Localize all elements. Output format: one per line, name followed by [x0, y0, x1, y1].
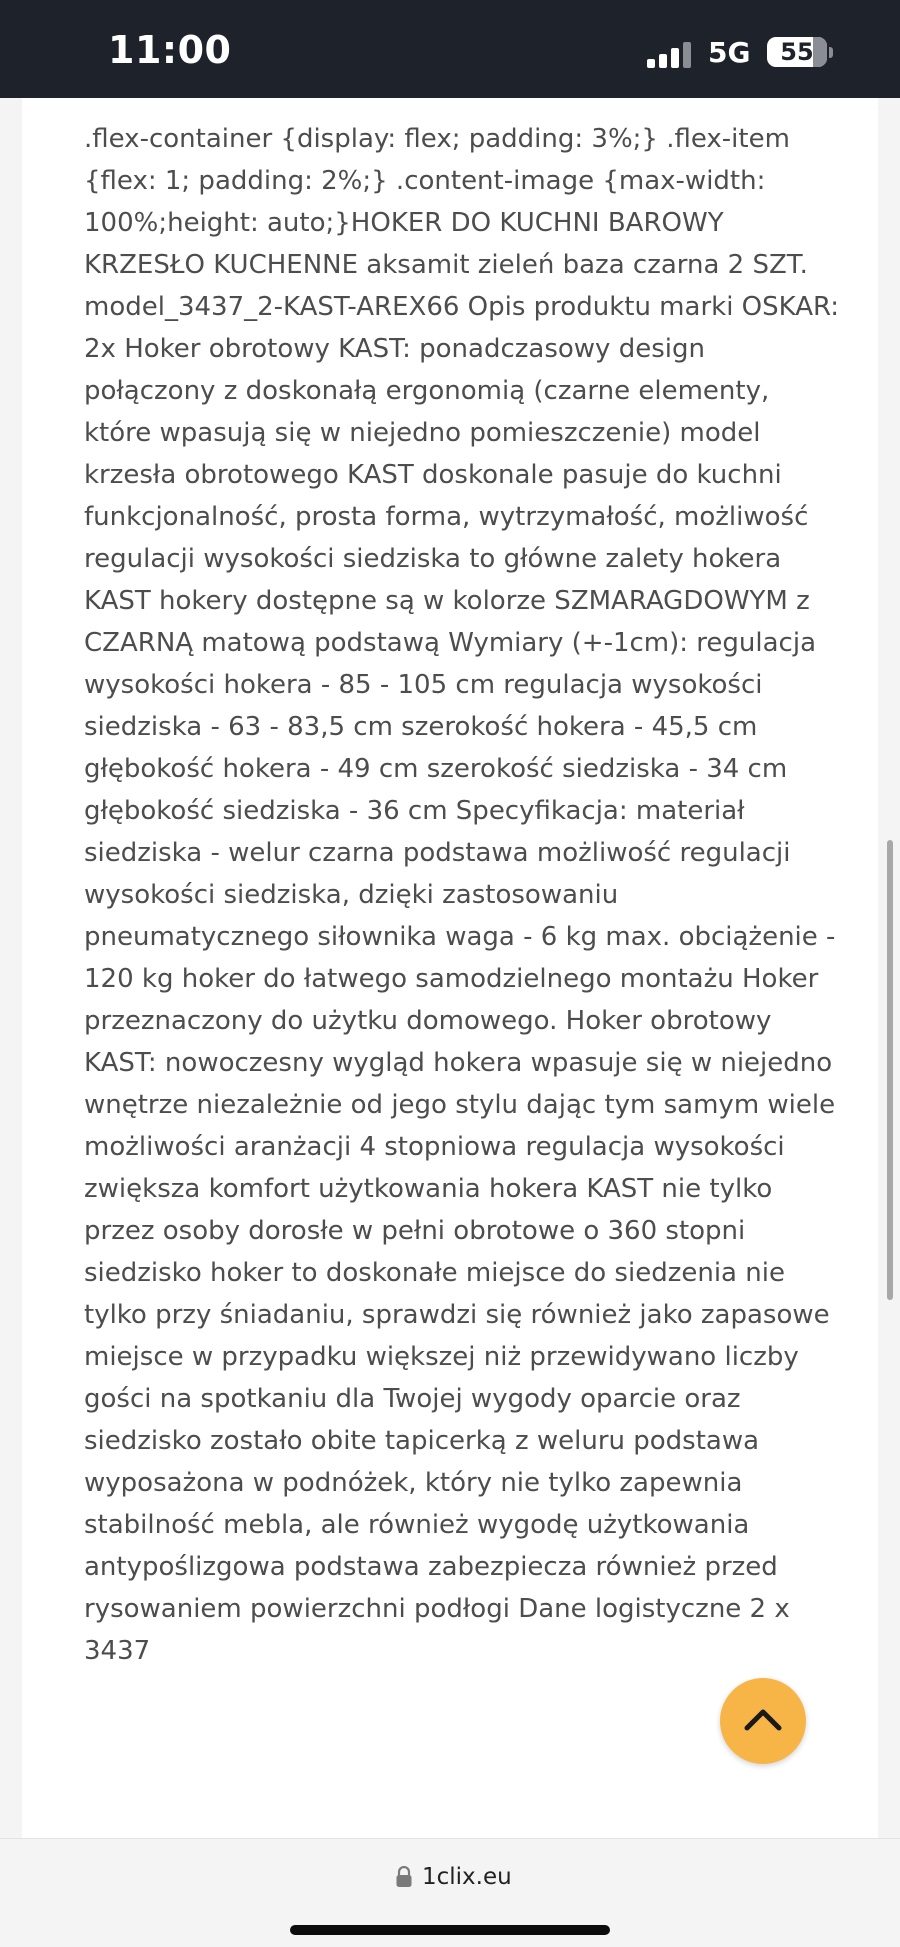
url-field[interactable] — [395, 1861, 512, 1893]
web-page-content[interactable] — [22, 98, 878, 1838]
status-bar — [0, 0, 900, 98]
chevron-up-icon — [743, 1704, 783, 1734]
lock-icon — [395, 1866, 413, 1888]
battery-tip — [829, 47, 833, 58]
browser-address-bar — [0, 1838, 900, 1947]
scroll-to-top-button[interactable] — [720, 1678, 806, 1764]
battery-icon — [767, 37, 827, 67]
signal-icon — [647, 42, 693, 68]
battery-level: 55 — [780, 38, 814, 66]
status-time: 11:00 — [108, 28, 232, 72]
home-indicator[interactable] — [290, 1925, 610, 1935]
scrollbar[interactable] — [887, 840, 893, 1300]
network-label: 5G — [708, 36, 751, 69]
product-description: .flex-container {display: flex; padding: 3%;} .flex-item {flex: 1; padding: 2%;} .content-image {max-width: 100%;height: auto;}HOKER DO KUCHNI BAROWY KRZESŁO KUCHENNE aksamit zieleń baza czarna 2 SZT. model_3437_2-KAST-AREX66 Opis produktu marki OSKAR: 2x Hoker obrotowy KAST: ponadczasowy design połączony z doskonałą ergonomią (czarne elementy, które wpasują się w niejedno pomieszczenie) model krzesła obrotowego KAST doskonale pasuje do kuchni funkcjonalność, prosta forma, wytrzymałość, możliwość regulacji wysokości siedziska to główne zalety hokera KAST hokery dostępne są w kolorze SZMARAGDOWYM z CZARNĄ matową podstawą Wymiary (+-1cm): regulacja wysokości hokera - 85 - 105 cm regulacja wysokości siedziska - 63 - 83,5 cm szerokość hokera - 45,5 cm głębokość hokera - 49 cm szerokość siedziska - 34 cm głębokość siedziska - 36 cm Specyfikacja: materiał siedziska - welur czarna podstawa możliwość regulacji wysokości siedziska, dzięki zastosowaniu pneumatycznego siłownika waga - 6 kg max. obciążenie - 120 kg hoker do łatwego samodzielnego montażu Hoker przeznaczony do użytku domowego. Hoker obrotowy KAST: nowoczesny wygląd hokera wpasuje się w niejedno wnętrze niezależnie od jego stylu dając tym samym wiele możliwości aranżacji 4 stopniowa regulacja wysokości zwiększa komfort użytkowania hokera KAST nie tylko przez osoby dorosłe w pełni obrotowe o 360 stopni siedzisko hoker to doskonałe miejsce do siedzenia nie tylko przy śniadaniu, sprawdzi się również jako zapasowe miejsce w przypadku większej niż przewidywano liczby gości na spotkaniu dla Twojej wygody oparcie oraz siedzisko zostało obite tapicerką z weluru podstawa wyposażona w podnóżek, który nie tylko zapewnia stabilność mebla, ale również wygodę użytkowania antypoślizgowa podstawa zabezpiecza również przed rysowaniem powierzchni podłogi Dane logistyczne 2 x 3437 — [84, 124, 840, 1666]
url-text: 1clix.eu — [422, 1864, 512, 1890]
